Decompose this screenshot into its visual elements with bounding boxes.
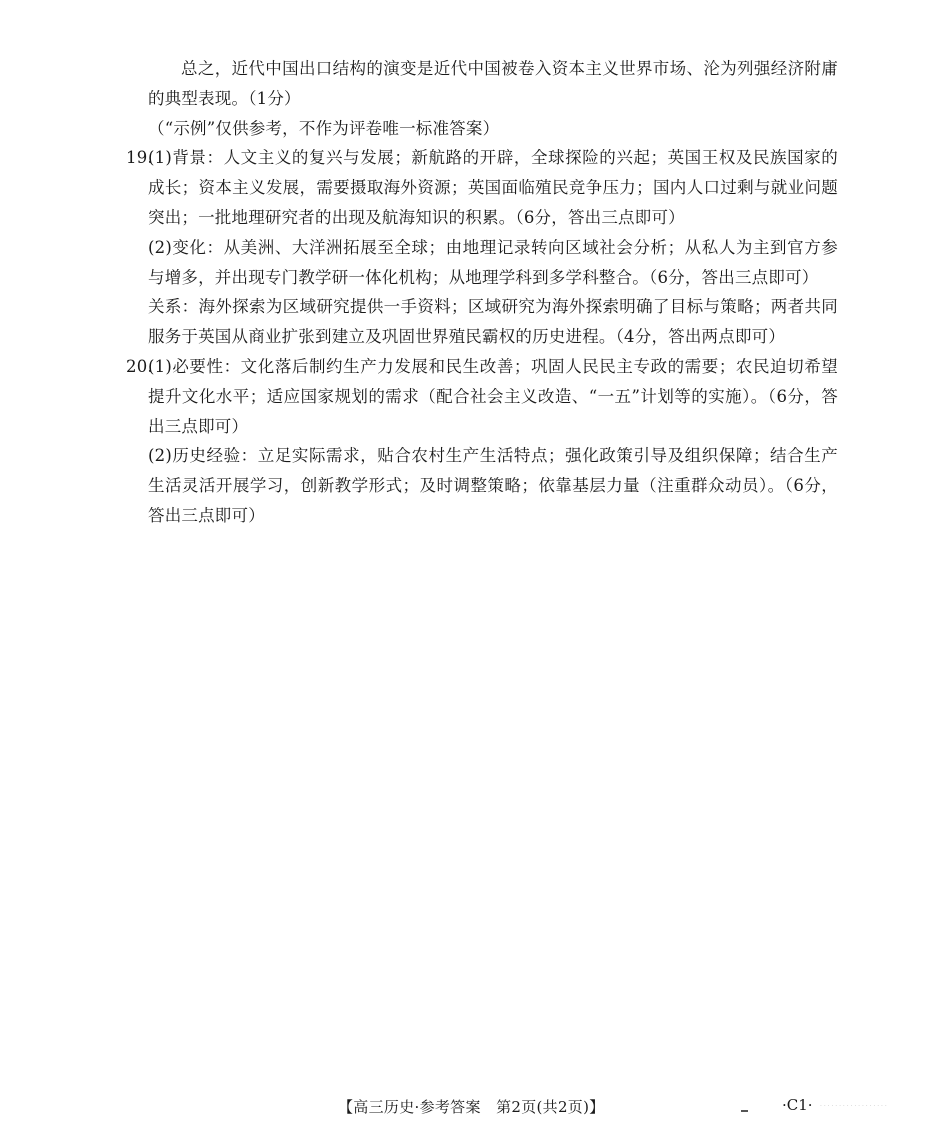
footer-dash-mark [741,1110,748,1112]
reference-note: （“示例”仅供参考，不作为评卷唯一标准答案） [148,118,500,138]
summary-text: 总之，近代中国出口结构的演变是近代中国被卷入资本主义世界市场、沦为列强经济附庸的典型表现。（1分） [148,59,838,108]
question-19-number: 19. [126,148,153,168]
question-20 [126,352,838,531]
question-19-relation: 关系：海外探索为区域研究提供一手资料；区域研究为海外探索明确了目标与策略；两者共同服务于英国从商业扩张到建立及巩固世界殖民霸权的历史进程。（4分，答出两点即可） [148,297,838,347]
page-footer: 【高三历史·参考答案 第2页(共2页)】 [338,1098,605,1116]
paper-code: ·C1· [782,1096,813,1114]
question-19 [126,143,838,352]
question-19-part-1: (1)背景：人文主义的复兴与发展；新航路的开辟，全球探险的兴起；英国王权及民族国家的成长；资本主义发展，需要摄取海外资源；英国面临殖民竞争压力；国内人口过剩与就业问题突出；一批地理研究者的出现及航海知识的积累。（6分，答出三点即可） [148,148,838,227]
faint-watermark: · · · · · · · · · · · · · · · · · · [820,1103,887,1110]
question-20-number: 20. [126,356,153,376]
question-20-part-2: (2)历史经验：立足实际需求，贴合农村生产生活特点；强化政策引导及组织保障；结合生产生活灵活开展学习，创新教学形式；及时调整策略；依靠基层力量（注重群众动员）。（6分，答出三点即可） [148,446,838,525]
question-19-part-2: (2)变化：从美洲、大洋洲拓展至全球；由地理记录转向区域社会分析；从私人为主到官方参与增多，并出现专门教学研一体化机构；从地理学科到多学科整合。（6分，答出三点即可） [148,237,838,287]
answer-content [126,54,838,531]
question-20-part-1: (1)必要性：文化落后制约生产力发展和民生改善；巩固人民民主专政的需要；农民迫切希望提升文化水平；适应国家规划的需求（配合社会主义改造、“一五”计划等的实施）。（6分，答出三点即可） [148,356,838,436]
